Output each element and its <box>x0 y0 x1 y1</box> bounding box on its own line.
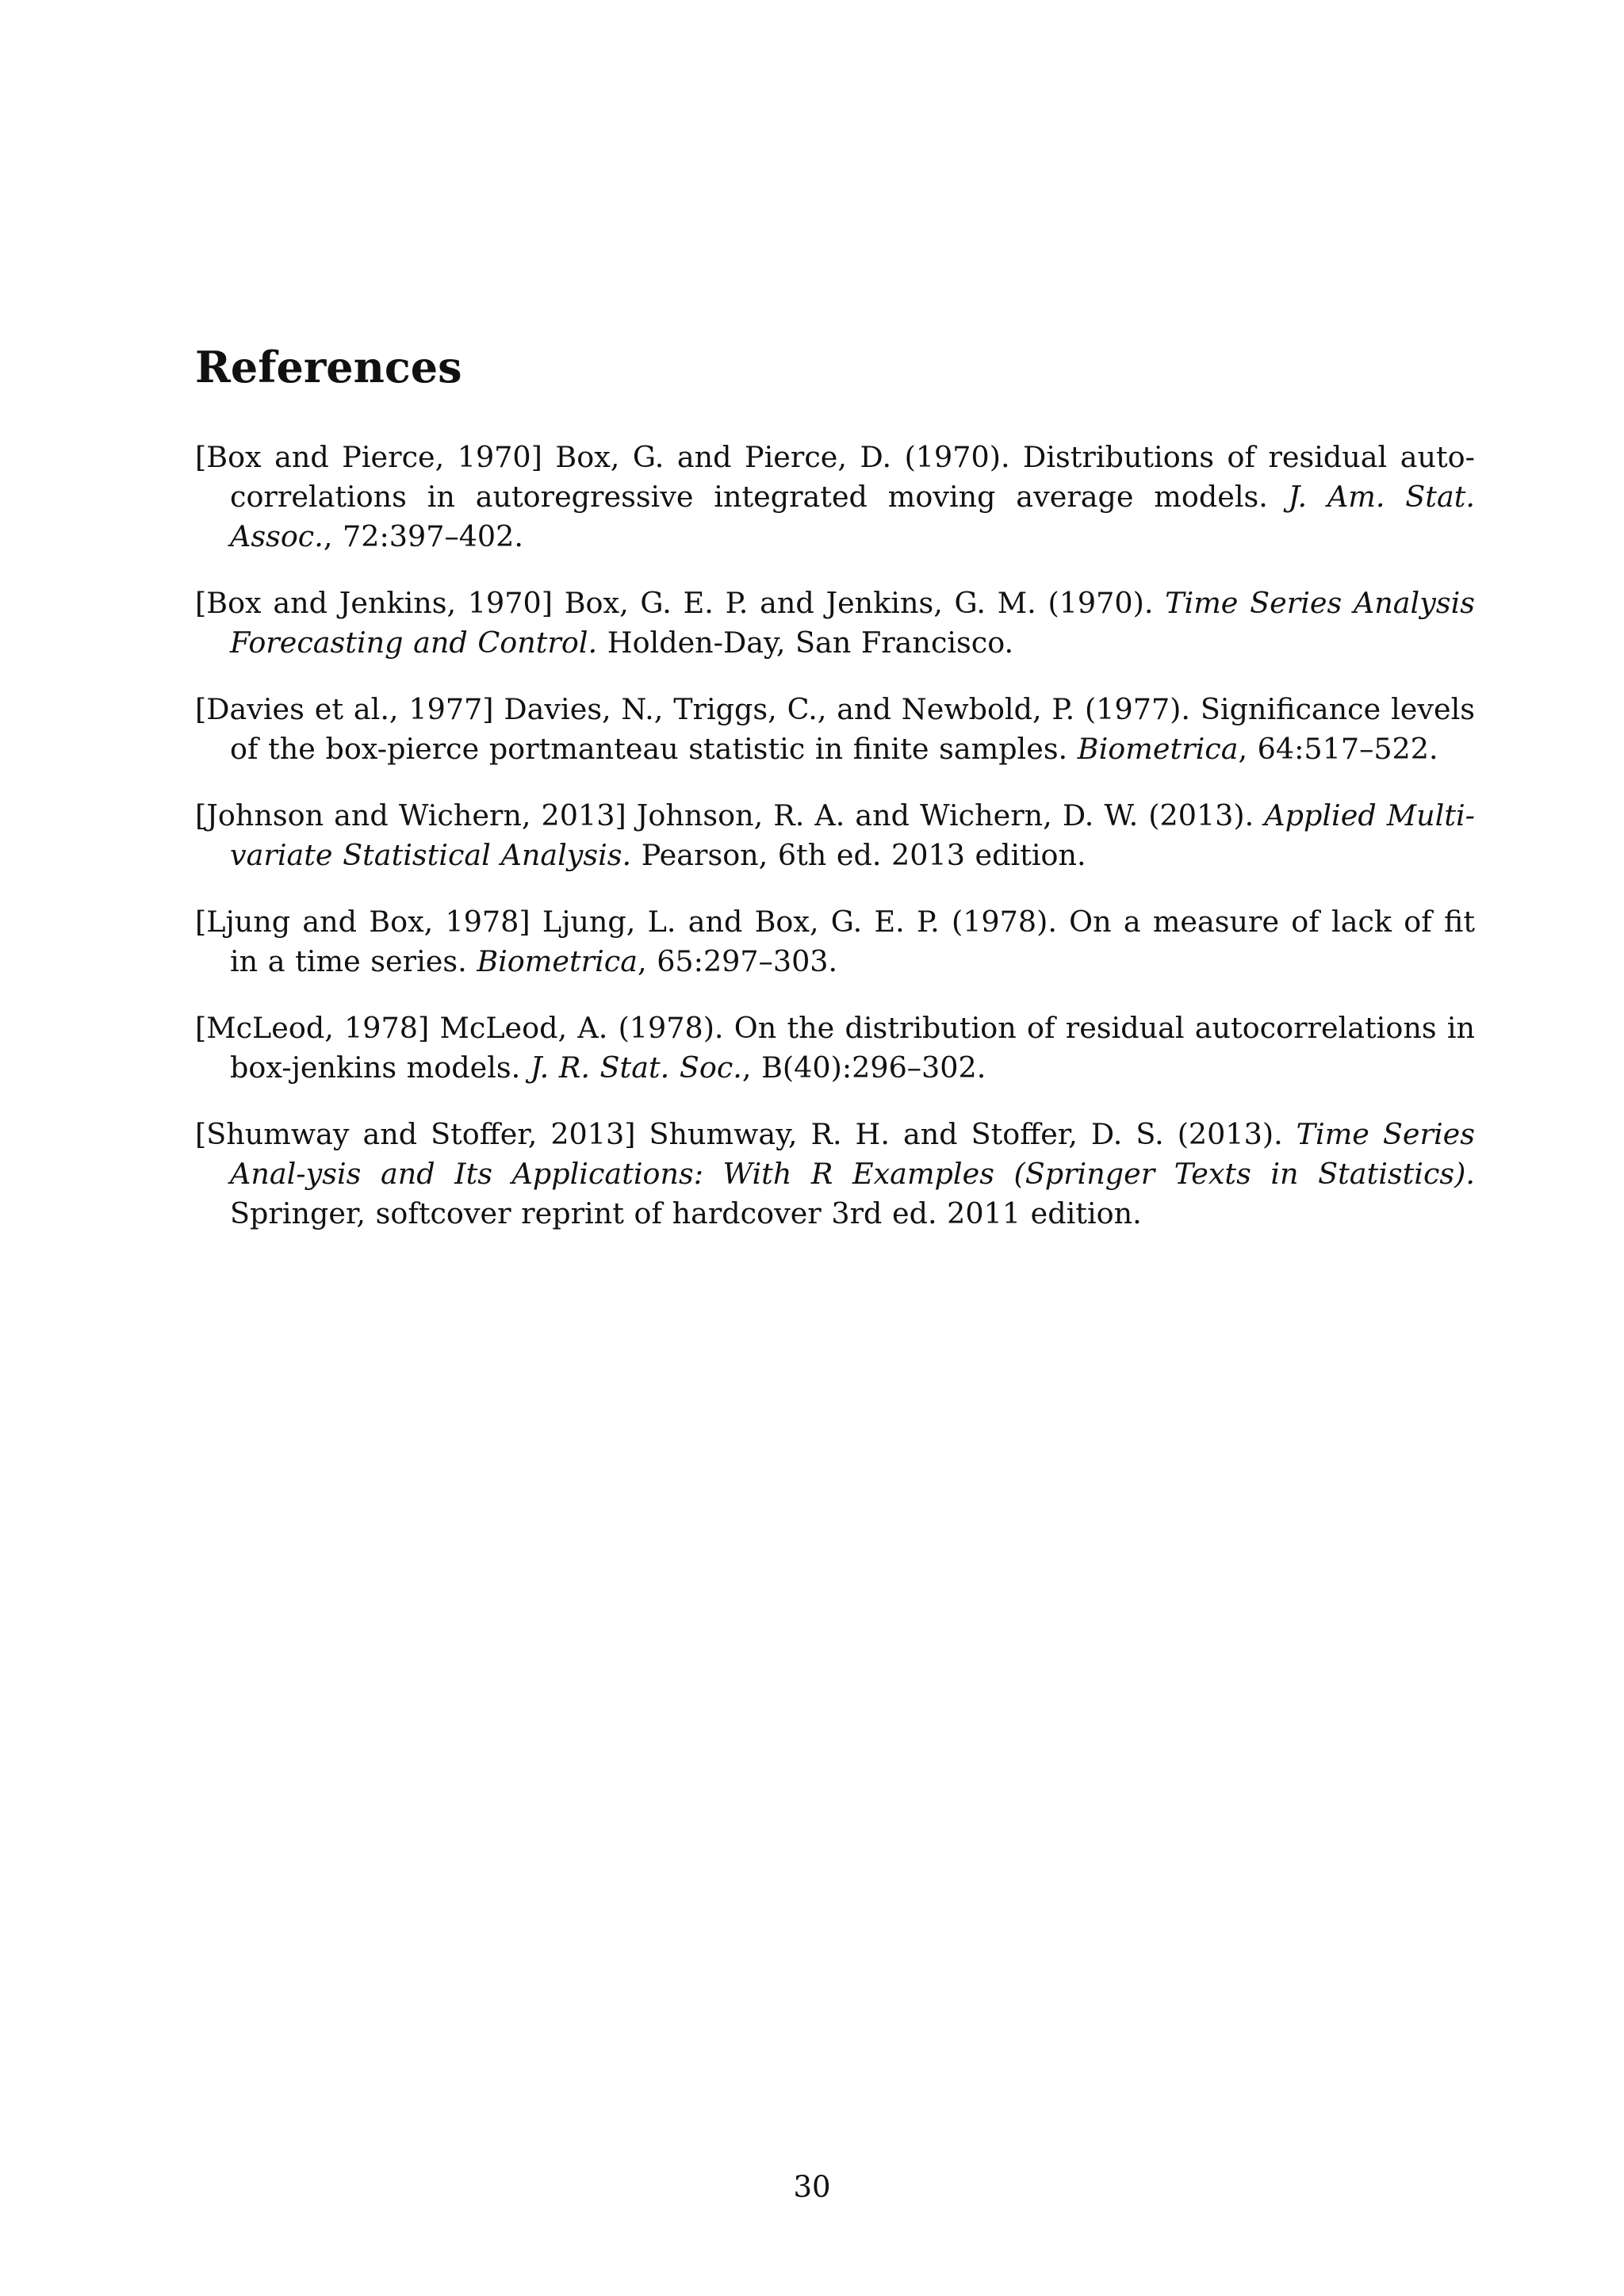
reference-book-title: Time Series Anal-ysis and Its Applications: With R Examples (Springer Texts in Statistics). <box>230 1117 1475 1191</box>
reference-item-davies-1977 <box>195 690 1475 769</box>
reference-label: [Box and Jenkins, 1970] <box>195 586 553 620</box>
reference-details: , 65:297–303. <box>638 944 838 978</box>
section-title: References <box>195 342 462 392</box>
reference-text: Davies, N., Triggs, C., and Newbold, P. (1977). Significance levels of the box-pierce portmanteau statistic in finite samples. <box>230 692 1475 766</box>
reference-text: Ljung, L. and Box, G. E. P. (1978). On a measure of lack of fit in a time series. <box>230 905 1475 978</box>
reference-label: [Box and Pierce, 1970] <box>195 440 542 474</box>
reference-list <box>195 438 1475 1261</box>
reference-journal: J. Am. Stat. Assoc. <box>230 480 1475 553</box>
reference-item-box-pierce-1970 <box>195 438 1475 557</box>
reference-journal: J. R. Stat. Soc. <box>530 1050 742 1085</box>
reference-details: Pearson, 6th ed. 2013 edition. <box>641 838 1086 872</box>
reference-item-box-jenkins-1970 <box>195 584 1475 663</box>
reference-item-johnson-wichern-2013 <box>195 796 1475 875</box>
reference-journal: Biometrica <box>477 944 638 978</box>
reference-details: Springer, softcover reprint of hardcover 3rd ed. 2011 edition. <box>230 1196 1142 1230</box>
reference-item-shumway-stoffer-2013 <box>195 1115 1475 1234</box>
reference-details: , 72:397–402. <box>323 519 523 553</box>
reference-book-title: Time Series Analysis Forecasting and Control. <box>230 586 1475 660</box>
reference-journal: Biometrica <box>1077 732 1239 766</box>
reference-label: [Shumway and Stoffer, 2013] <box>195 1117 636 1151</box>
reference-item-mcleod-1978 <box>195 1008 1475 1088</box>
reference-details: , 64:517–522. <box>1238 732 1438 766</box>
reference-text: Box, G. E. P. and Jenkins, G. M. (1970). <box>564 586 1154 620</box>
reference-text: Box, G. and Pierce, D. (1970). Distributions of residual auto-correlations in autoregressive integrated moving average models. <box>230 440 1475 514</box>
reference-details: Holden-Day, San Francisco. <box>607 626 1014 660</box>
page-number: 30 <box>793 2170 831 2204</box>
reference-label: [Johnson and Wichern, 2013] <box>195 798 626 832</box>
reference-text: McLeod, A. (1978). On the distribution of residual autocorrelations in box-jenkins models. <box>230 1011 1476 1085</box>
reference-book-title: Applied Multi-variate Statistical Analysis. <box>230 798 1475 872</box>
reference-label: [Davies et al., 1977] <box>195 692 494 726</box>
reference-label: [Ljung and Box, 1978] <box>195 905 530 939</box>
reference-item-ljung-box-1978 <box>195 902 1475 982</box>
reference-text: Johnson, R. A. and Wichern, D. W. (2013). <box>636 798 1254 832</box>
reference-text: Shumway, R. H. and Stoffer, D. S. (2013). <box>649 1117 1283 1151</box>
reference-details: , B(40):296–302. <box>741 1050 986 1085</box>
reference-label: [McLeod, 1978] <box>195 1011 430 1045</box>
